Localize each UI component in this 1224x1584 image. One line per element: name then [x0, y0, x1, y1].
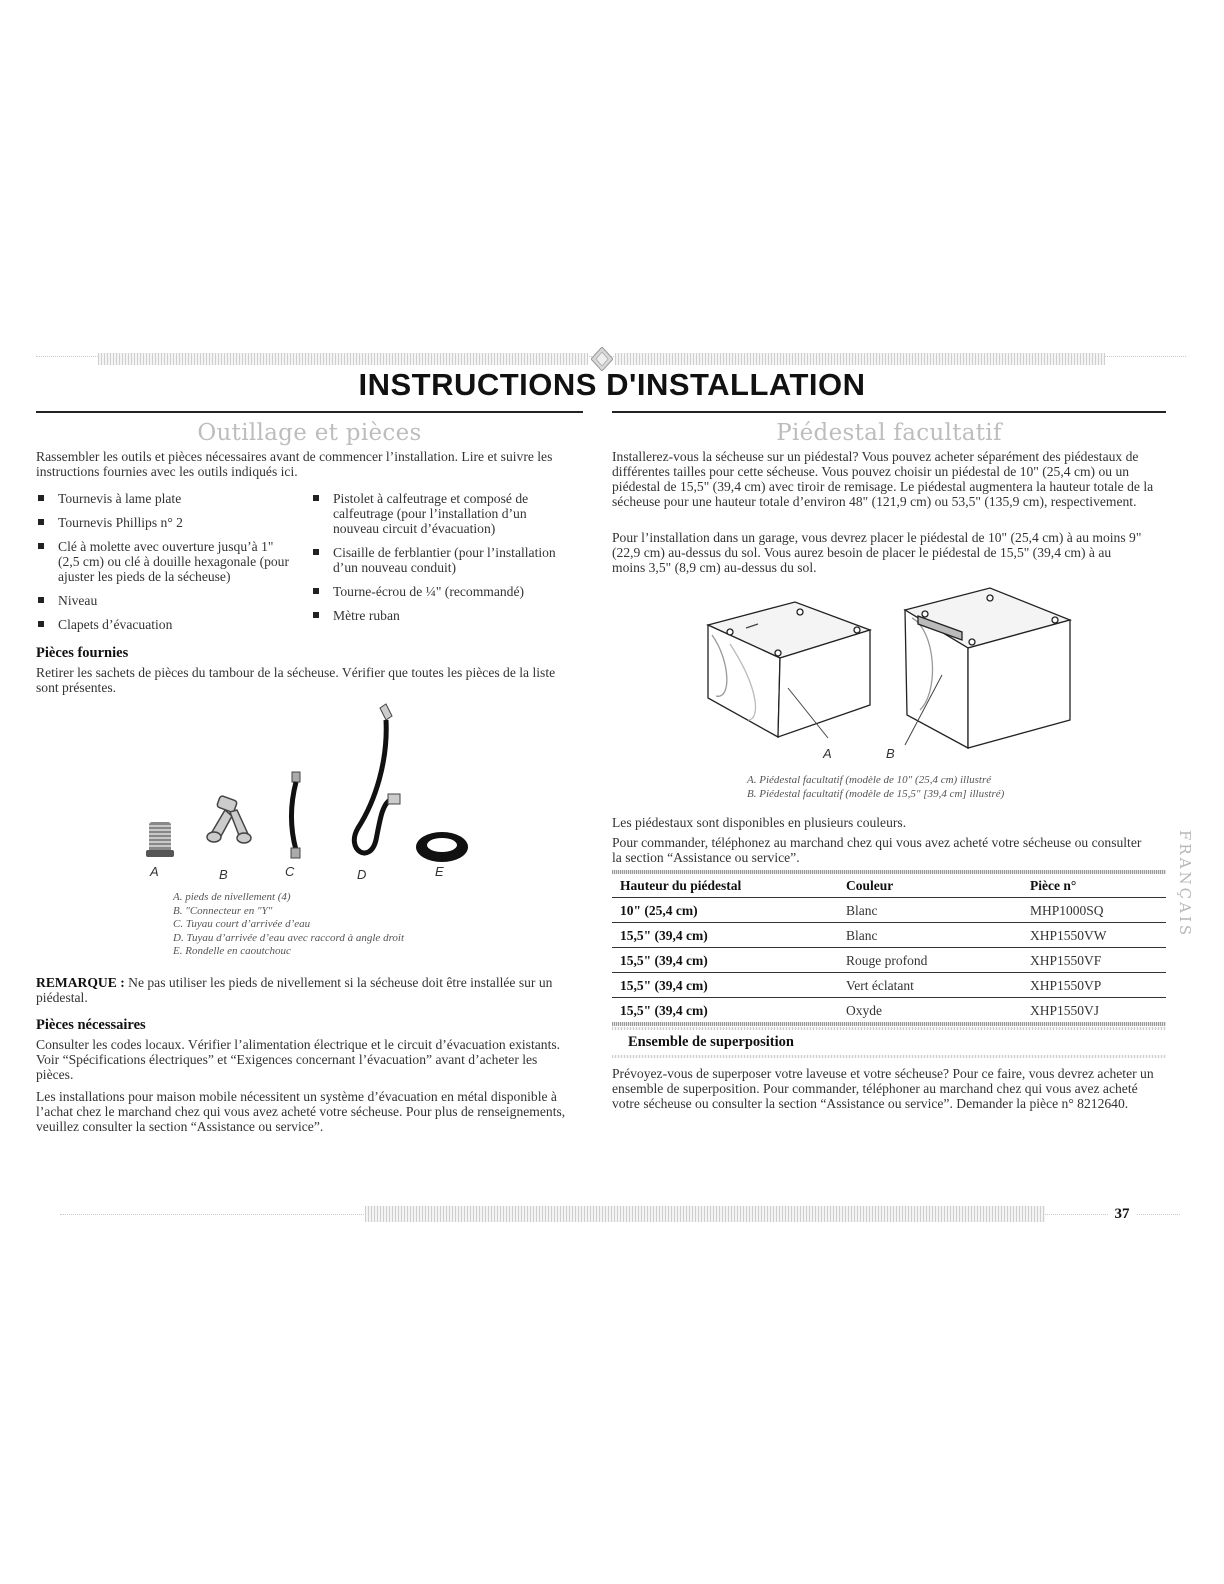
cell-part: XHP1550VP	[1022, 973, 1166, 998]
parts-supplied-title: Pièces fournies	[36, 645, 129, 661]
note	[36, 975, 583, 1005]
table-row	[612, 898, 1166, 923]
pedestal-p3: Les piédestaux sont disponibles en plusieurs couleurs.	[612, 815, 907, 830]
pedestal-p4: Pour commander, téléphonez au marchand chez qui vous avez acheté votre sécheuse ou consulter la section “Assistance ou service”.	[612, 835, 1142, 865]
part-label-e: E	[435, 864, 444, 879]
part-label-c: C	[285, 864, 295, 879]
parts-needed-p1: Consulter les codes locaux. Vérifier l’alimentation électrique et le circuit d’évacuation existants. Voir “Spécifications électriques” et “Exigences concernant l’évacuation” avant d’acheter les pièces.	[36, 1037, 561, 1082]
stack-kit-text: Prévoyez-vous de superposer votre laveuse et votre sécheuse? Pour ce faire, vous devrez acheter un ensemble de superposition. Pour commander, téléphoner au marchand chez qui vous avez acheté votre sécheuse ou consulter la section “Assistance ou service”. Demander la pièce n° 8212640.	[612, 1066, 1154, 1111]
cell-height: 15,5" (39,4 cm)	[612, 973, 838, 998]
pedestal-p1: Installerez-vous la sécheuse sur un piédestal? Vous pouvez acheter séparément des piédestaux de différentes tailles pour cette sécheuse. Vous pouvez choisir un piédestal de 10" (25,4 cm) ou un piédestal de 15,5" (39,4 cm) avec tiroir de remisage. Le piédestal augmentera la hauteur totale de la sécheuse pour une hauteur totale d’environ 48" (121,9 cm) ou 53,5" (135,9 cm), respectivement.	[612, 449, 1154, 509]
list-item: Clapets d’évacuation	[36, 617, 298, 632]
col-header-color: Couleur	[846, 878, 894, 893]
table-bottom-band	[612, 1022, 1166, 1026]
tools-intro: Rassembler les outils et pièces nécessaires avant de commencer l’installation. Lire et suivre les instructions fournies avec les outils indiqués ici.	[36, 449, 553, 479]
cell-height: 15,5" (39,4 cm)	[612, 998, 838, 1023]
part-caption: C. Tuyau court d’arrivée d’eau	[173, 918, 311, 930]
part-caption: A. pieds de nivellement (4)	[173, 891, 291, 903]
list-item: Pistolet à calfeutrage et composé de calfeutrage (pour l’installation d’un nouveau circuit d’évacuation)	[311, 491, 558, 536]
tools-list-col2	[311, 491, 583, 632]
rubber-washer-icon	[416, 832, 468, 862]
pedestal-10in-icon	[708, 602, 870, 737]
list-item: Niveau	[36, 593, 298, 608]
part-caption: D. Tuyau d’arrivée d’eau avec raccord à angle droit	[173, 931, 405, 944]
leveling-foot-icon	[146, 822, 174, 857]
list-item: Tournevis à lame plate	[36, 491, 298, 506]
pedestal-table	[612, 870, 1166, 1026]
table-row	[612, 948, 1166, 973]
short-hose-icon	[291, 772, 300, 858]
parts-needed-p2: Les installations pour maison mobile nécessitent un système d’évacuation en métal disponible à l’achat chez le marchand chez qui vous avez acheté votre sécheuse. Pour plus de renseignements, veuillez consulter la section “Assistance ou service”.	[36, 1089, 566, 1134]
tools-section-title: Outillage et pièces	[197, 420, 422, 446]
col-header-height: Hauteur du piédestal	[620, 878, 742, 893]
table-row	[612, 973, 1166, 998]
table-header-row	[612, 874, 1166, 898]
pedestal-label-b: B	[886, 746, 895, 761]
pedestal-label-a: A	[823, 746, 832, 761]
tools-list-col1	[36, 491, 298, 641]
pedestal-caption: A. Piédestal facultatif (modèle de 10" (25,4 cm) illustré	[747, 774, 992, 786]
list-item: Cisaille de ferblantier (pour l’installation d’un nouveau conduit)	[311, 545, 583, 575]
header-band-right	[615, 353, 1105, 365]
pedestal-caption: B. Piédestal facultatif (modèle de 15,5" [39,4 cm] illustré)	[747, 787, 1005, 800]
pedestal-p2: Pour l’installation dans un garage, vous devrez placer le piédestal de 10" (25,4 cm) à au moins 9" (22,9 cm) au-dessus du sol. Vous aurez besoin de placer le piédestal de 15,5" (39,4 cm) à au moins 3,5" (8,9 cm) au-dessus du sol.	[612, 530, 1142, 575]
cell-height: 15,5" (39,4 cm)	[612, 948, 838, 973]
part-caption: B. "Connecteur en "Y"	[173, 904, 273, 917]
list-item: Tourne-écrou de ¼" (recommandé)	[311, 584, 583, 599]
left-section-rule	[36, 411, 583, 413]
parts-supplied-text: Retirer les sachets de pièces du tambour de la sécheuse. Vérifier que toutes les pièces de la liste sont présentes.	[36, 665, 556, 695]
part-label-b: B	[219, 867, 228, 882]
list-item: Tournevis Phillips n° 2	[36, 515, 298, 530]
pedestal-section-title: Piédestal facultatif	[776, 420, 1002, 446]
footer-band	[365, 1206, 1045, 1222]
pedestal-captions	[747, 774, 1067, 801]
list-item: Clé à molette avec ouverture jusqu’à 1" (2,5 cm) ou clé à douille hexagonale (pour ajuster les pieds de la sécheuse)	[36, 539, 298, 584]
cell-part: XHP1550VF	[1022, 948, 1166, 973]
parts-illustration	[140, 700, 480, 870]
page-number: 37	[1108, 1206, 1136, 1223]
cell-height: 15,5" (39,4 cm)	[612, 923, 838, 948]
stack-kit-title: Ensemble de superposition	[628, 1034, 794, 1050]
part-label-a: A	[150, 864, 159, 879]
page-title: INSTRUCTIONS D'INSTALLATION	[358, 367, 866, 402]
part-label-d: D	[357, 867, 367, 882]
cell-color: Blanc	[838, 898, 1022, 923]
note-label: REMARQUE :	[36, 975, 125, 990]
pedestal-illustration	[700, 580, 1080, 760]
stack-band-top	[612, 1027, 1166, 1030]
parts-needed-title: Pièces nécessaires	[36, 1017, 146, 1033]
list-item: Mètre ruban	[311, 608, 583, 623]
cell-height: 10" (25,4 cm)	[612, 898, 838, 923]
cell-color: Rouge profond	[838, 948, 1022, 973]
cell-part: XHP1550VJ	[1022, 998, 1166, 1023]
table-row	[612, 998, 1166, 1023]
stack-band-bottom	[612, 1055, 1166, 1058]
cell-color: Vert éclatant	[838, 973, 1022, 998]
cell-part: MHP1000SQ	[1022, 898, 1166, 923]
cell-color: Blanc	[838, 923, 1022, 948]
parts-captions	[173, 891, 473, 959]
pedestal-15in-icon	[905, 588, 1070, 748]
col-header-part: Pièce n°	[1030, 878, 1077, 893]
table-row	[612, 923, 1166, 948]
right-section-rule	[612, 411, 1166, 413]
cell-part: XHP1550VW	[1022, 923, 1166, 948]
cell-color: Oxyde	[838, 998, 1022, 1023]
elbow-hose-icon	[354, 704, 400, 853]
part-caption: E. Rondelle en caoutchouc	[173, 945, 291, 957]
language-side-label: FRANÇAIS	[1176, 830, 1194, 939]
header-band-left	[98, 353, 588, 365]
y-connector-icon	[207, 795, 251, 843]
note-text: Ne pas utiliser les pieds de nivellement si la sécheuse doit être installée sur un piédestal.	[36, 975, 553, 1005]
